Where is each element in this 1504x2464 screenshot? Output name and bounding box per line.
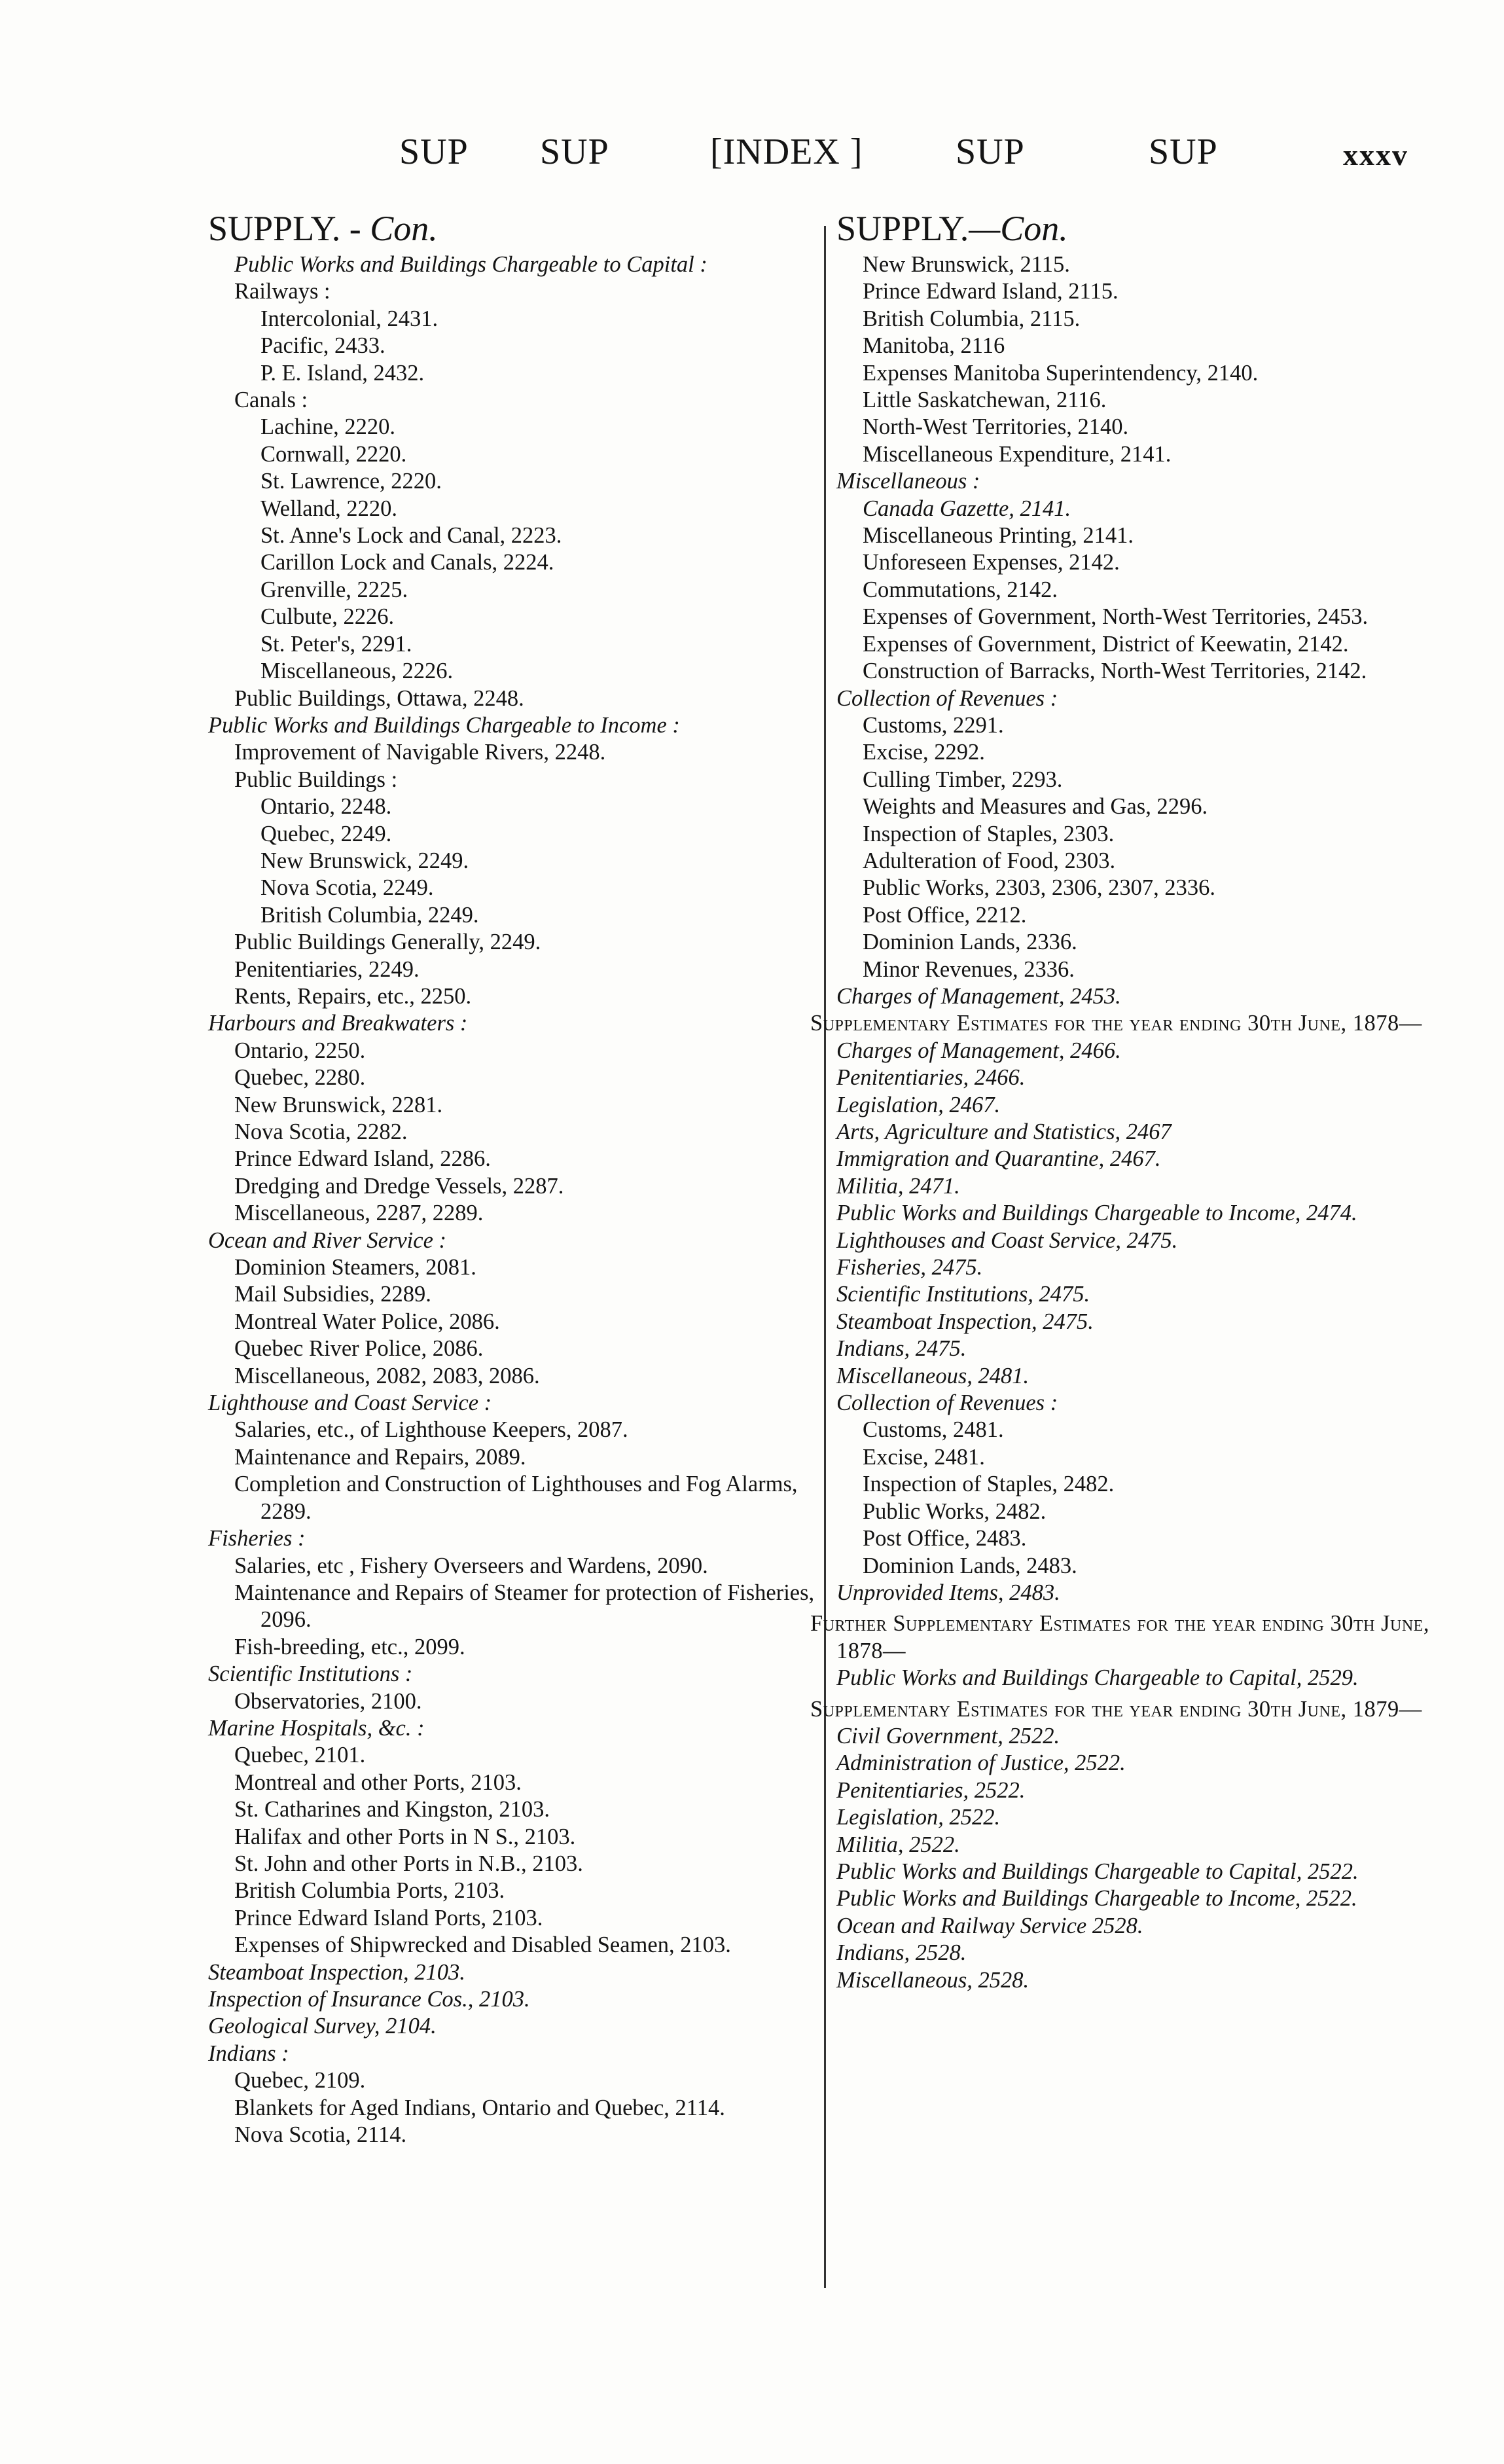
- index-entry: British Columbia, 2115.: [863, 306, 1081, 331]
- index-entry: Ocean and River Service :: [208, 1227, 447, 1253]
- index-entry: Miscellaneous, 2287, 2289.: [234, 1201, 484, 1226]
- index-entry: P. E. Island, 2432.: [260, 360, 425, 386]
- index-entry: Weights and Measures and Gas, 2296.: [863, 794, 1208, 820]
- index-entry: Penitentiaries, 2466.: [836, 1065, 1026, 1091]
- index-entry: Dominion Lands, 2483.: [863, 1553, 1077, 1578]
- left-entry-list: [208, 251, 817, 2148]
- index-entry: New Brunswick, 2249.: [260, 848, 469, 873]
- index-entry: Lighthouse and Coast Service :: [208, 1390, 492, 1416]
- index-entry: Public Buildings, Ottawa, 2248.: [234, 685, 524, 711]
- heading-text: SUPPLY.: [836, 209, 969, 248]
- index-entry: Salaries, etc , Fishery Overseers and Wardens, 2090.: [234, 1553, 708, 1578]
- header-word: SUP: [540, 132, 609, 172]
- index-entry: Public Works and Buildings Chargeable to Income, 2474.: [836, 1201, 1357, 1226]
- index-entry: Fisheries :: [208, 1526, 306, 1551]
- index-entry: Carillon Lock and Canals, 2224.: [260, 550, 554, 575]
- index-entry: Administration of Justice, 2522.: [836, 1750, 1126, 1776]
- index-entry: Maintenance and Repairs of Steamer for protection of Fisheries, 2096.: [234, 1580, 815, 1633]
- index-entry: Grenville, 2225.: [260, 577, 408, 602]
- index-entry: Expenses Manitoba Superintendency, 2140.: [863, 360, 1259, 386]
- index-entry: Public Works and Buildings Chargeable to Capital, 2529.: [836, 1665, 1359, 1691]
- index-entry: St. Catharines and Kingston, 2103.: [234, 1797, 550, 1822]
- index-entry: Steamboat Inspection, 2475.: [836, 1309, 1094, 1334]
- index-entry: New Brunswick, 2281.: [234, 1092, 443, 1117]
- index-entry: Cornwall, 2220.: [260, 441, 407, 467]
- index-entry: Minor Revenues, 2336.: [863, 956, 1075, 982]
- index-entry: Excise, 2481.: [863, 1444, 985, 1470]
- index-entry: Quebec River Police, 2086.: [234, 1336, 484, 1362]
- section-heading: [208, 208, 817, 249]
- index-entry: Ocean and Railway Service 2528.: [836, 1913, 1143, 1938]
- index-entry: Miscellaneous Printing, 2141.: [863, 523, 1134, 549]
- index-entry: Commutations, 2142.: [863, 577, 1058, 602]
- index-entry: Expenses of Shipwrecked and Disabled Seamen, 2103.: [234, 1932, 731, 1958]
- index-entry: Welland, 2220.: [260, 496, 397, 521]
- index-entry: Montreal and other Ports, 2103.: [234, 1769, 522, 1795]
- index-entry: Miscellaneous, 2082, 2083, 2086.: [234, 1363, 540, 1388]
- index-entry: Fish-breeding, etc., 2099.: [234, 1634, 465, 1659]
- index-entry: Legislation, 2467.: [836, 1092, 1001, 1117]
- index-entry: Quebec, 2280.: [234, 1065, 366, 1091]
- index-entry: St. John and other Ports in N.B., 2103.: [234, 1851, 583, 1876]
- index-entry: Ontario, 2248.: [260, 794, 392, 820]
- index-entry: Inspection of Staples, 2482.: [863, 1472, 1115, 1497]
- index-entry: Salaries, etc., of Lighthouse Keepers, 2087.: [234, 1417, 628, 1443]
- index-entry: Maintenance and Repairs, 2089.: [234, 1444, 526, 1470]
- index-entry: Prince Edward Island, 2286.: [234, 1146, 491, 1172]
- index-entry: Supplementary Estimates for the year ending 30th June, 1879—: [810, 1696, 1422, 1722]
- index-entry: Lachine, 2220.: [260, 414, 395, 440]
- index-entry: St. Lawrence, 2220.: [260, 469, 442, 494]
- section-heading: [836, 208, 1442, 249]
- index-entry: St. Peter's, 2291.: [260, 631, 412, 657]
- index-entry: Marine Hospitals, &c. :: [208, 1715, 425, 1741]
- index-entry: Intercolonial, 2431.: [260, 306, 439, 331]
- index-entry: Prince Edward Island, 2115.: [863, 279, 1119, 304]
- index-entry: North-West Territories, 2140.: [863, 414, 1129, 440]
- index-entry: Excise, 2292.: [863, 740, 985, 765]
- index-entry: Immigration and Quarantine, 2467.: [836, 1146, 1161, 1172]
- index-entry: Steamboat Inspection, 2103.: [208, 1959, 465, 1985]
- index-entry: Public Buildings :: [234, 767, 398, 792]
- index-entry: Customs, 2481.: [863, 1417, 1004, 1443]
- heading-text: SUPPLY.: [208, 209, 341, 248]
- index-entry: Quebec, 2249.: [260, 821, 392, 846]
- index-entry: Miscellaneous, 2528.: [836, 1967, 1030, 1993]
- index-entry: Dominion Lands, 2336.: [863, 930, 1077, 955]
- index-entry: Dredging and Dredge Vessels, 2287.: [234, 1173, 564, 1199]
- index-entry: Penitentiaries, 2249.: [234, 956, 420, 982]
- index-entry: Harbours and Breakwaters :: [208, 1011, 468, 1036]
- index-entry: Prince Edward Island Ports, 2103.: [234, 1905, 543, 1930]
- index-entry: Miscellaneous, 2226.: [260, 659, 454, 684]
- index-entry: Nova Scotia, 2114.: [234, 2122, 407, 2148]
- index-entry: Public Works, 2482.: [863, 1498, 1047, 1524]
- index-entry: Culling Timber, 2293.: [863, 767, 1063, 792]
- index-entry: Collection of Revenues :: [836, 1390, 1058, 1416]
- index-entry: Post Office, 2483.: [863, 1526, 1027, 1551]
- index-entry: Inspection of Staples, 2303.: [863, 821, 1115, 846]
- index-entry: Public Buildings Generally, 2249.: [234, 930, 541, 955]
- index-entry: Culbute, 2226.: [260, 604, 395, 630]
- running-header: [353, 131, 1420, 177]
- index-entry: Public Works, 2303, 2306, 2307, 2336.: [863, 875, 1216, 901]
- index-entry: Inspection of Insurance Cos., 2103.: [208, 1987, 530, 2012]
- index-entry: Public Works and Buildings Chargeable to Capital, 2522.: [836, 1858, 1359, 1884]
- column-divider: [824, 226, 826, 2288]
- heading-continued: —Con.: [969, 209, 1068, 248]
- index-entry: Scientific Institutions :: [208, 1661, 413, 1687]
- index-entry: Lighthouses and Coast Service, 2475.: [836, 1227, 1178, 1253]
- index-entry: Rents, Repairs, etc., 2250.: [234, 983, 472, 1009]
- index-entry: Customs, 2291.: [863, 712, 1004, 738]
- index-entry: Manitoba, 2116: [863, 333, 1005, 359]
- index-entry: New Brunswick, 2115.: [863, 252, 1070, 277]
- index-entry: Militia, 2522.: [836, 1832, 960, 1857]
- index-entry: Miscellaneous, 2481.: [836, 1363, 1030, 1388]
- index-entry: Construction of Barracks, North-West Territories, 2142.: [863, 659, 1367, 684]
- index-entry: Quebec, 2109.: [234, 2068, 366, 2093]
- heading-continued: - Con.: [349, 209, 438, 248]
- index-entry: British Columbia Ports, 2103.: [234, 1878, 505, 1904]
- index-entry: St. Anne's Lock and Canal, 2223.: [260, 523, 562, 549]
- index-entry: Public Works and Buildings Chargeable to Capital :: [234, 252, 707, 277]
- page-number: xxxv: [1343, 138, 1408, 172]
- index-entry: Militia, 2471.: [836, 1173, 960, 1199]
- index-entry: Adulteration of Food, 2303.: [863, 848, 1116, 873]
- index-entry: Geological Survey, 2104.: [208, 2014, 437, 2039]
- index-entry: Canals :: [234, 388, 308, 413]
- index-entry: Ontario, 2250.: [234, 1038, 366, 1063]
- index-entry: Legislation, 2522.: [836, 1805, 1001, 1830]
- index-entry: Indians, 2528.: [836, 1940, 967, 1966]
- index-entry: Improvement of Navigable Rivers, 2248.: [234, 740, 606, 765]
- index-entry: Halifax and other Ports in N S., 2103.: [234, 1824, 576, 1849]
- index-entry: Expenses of Government, District of Keewatin, 2142.: [863, 631, 1349, 657]
- index-entry: Blankets for Aged Indians, Ontario and Quebec, 2114.: [234, 2095, 725, 2120]
- right-entry-list: [810, 251, 1442, 1994]
- index-entry: Further Supplementary Estimates for the year ending 30th June, 1878—: [810, 1611, 1429, 1663]
- header-word: SUP: [956, 132, 1025, 172]
- index-entry: Unforeseen Expenses, 2142.: [863, 550, 1120, 575]
- index-entry: Expenses of Government, North-West Territories, 2453.: [863, 604, 1369, 630]
- index-entry: Observatories, 2100.: [234, 1688, 422, 1714]
- index-entry: Scientific Institutions, 2475.: [836, 1282, 1090, 1307]
- index-entry: British Columbia, 2249.: [260, 902, 479, 928]
- index-entry: Arts, Agriculture and Statistics, 2467: [836, 1119, 1172, 1144]
- header-index-label: [INDEX ]: [710, 132, 863, 172]
- index-entry: Montreal Water Police, 2086.: [234, 1309, 500, 1334]
- index-entry: Unprovided Items, 2483.: [836, 1580, 1060, 1605]
- index-entry: Post Office, 2212.: [863, 902, 1027, 928]
- index-entry: Civil Government, 2522.: [836, 1723, 1060, 1748]
- index-entry: Quebec, 2101.: [234, 1743, 366, 1768]
- index-entry: Charges of Management, 2453.: [836, 983, 1121, 1009]
- index-entry: Charges of Management, 2466.: [836, 1038, 1121, 1063]
- index-entry: Collection of Revenues :: [836, 685, 1058, 711]
- index-entry: Pacific, 2433.: [260, 333, 385, 359]
- index-entry: Railways :: [234, 279, 331, 304]
- index-entry: Fisheries, 2475.: [836, 1255, 983, 1280]
- index-entry: Supplementary Estimates for the year ending 30th June, 1878—: [810, 1011, 1422, 1036]
- index-entry: Penitentiaries, 2522.: [836, 1777, 1026, 1803]
- index-entry: Miscellaneous :: [836, 469, 980, 494]
- left-column: [208, 208, 817, 2148]
- index-entry: Mail Subsidies, 2289.: [234, 1282, 431, 1307]
- index-entry: Public Works and Buildings Chargeable to Income :: [208, 712, 680, 738]
- index-entry: Nova Scotia, 2282.: [234, 1119, 408, 1144]
- index-entry: Nova Scotia, 2249.: [260, 875, 434, 901]
- index-entry: Canada Gazette, 2141.: [863, 496, 1071, 521]
- header-word: SUP: [1149, 132, 1218, 172]
- index-entry: Indians, 2475.: [836, 1336, 967, 1362]
- index-entry: Completion and Construction of Lighthouses and Fog Alarms, 2289.: [234, 1472, 798, 1524]
- index-entry: Miscellaneous Expenditure, 2141.: [863, 441, 1172, 467]
- index-entry: Little Saskatchewan, 2116.: [863, 388, 1107, 413]
- header-word: SUP: [399, 132, 469, 172]
- right-column: [810, 208, 1442, 1994]
- index-entry: Indians :: [208, 2040, 289, 2066]
- index-entry: Dominion Steamers, 2081.: [234, 1255, 476, 1280]
- index-entry: Public Works and Buildings Chargeable to Income, 2522.: [836, 1886, 1357, 1911]
